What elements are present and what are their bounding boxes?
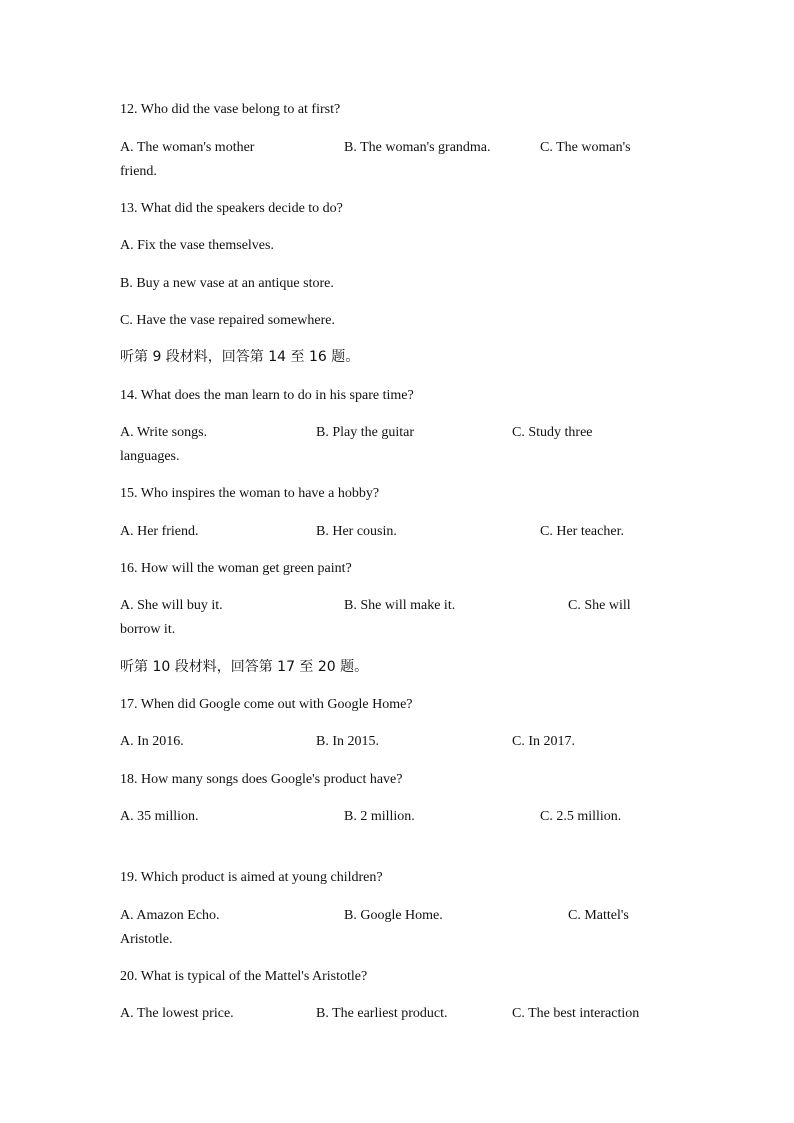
question-17: 17. When did Google come out with Google Home?: [120, 697, 413, 712]
q16-option-c-continued: borrow it.: [120, 622, 176, 637]
section-9-instruction: 听第 9 段材料，回答第 14 至 16 题。: [120, 349, 360, 365]
q18-option-c: C. 2.5 million.: [540, 809, 622, 824]
q14-option-a: A. Write songs.: [120, 425, 208, 440]
question-16: 16. How will the woman get green paint?: [120, 561, 352, 576]
q16-option-a: A. She will buy it.: [120, 598, 223, 613]
q18-option-a: A. 35 million.: [120, 809, 199, 824]
q13-option-c: C. Have the vase repaired somewhere.: [120, 313, 335, 328]
q15-option-b: B. Her cousin.: [316, 524, 397, 539]
q14-option-c: C. Study three: [512, 425, 593, 440]
q13-option-a: A. Fix the vase themselves.: [120, 238, 274, 253]
q17-option-c: C. In 2017.: [512, 734, 575, 749]
q14-option-b: B. Play the guitar: [316, 425, 414, 440]
question-14: 14. What does the man learn to do in his spare time?: [120, 388, 414, 403]
q12-option-c-continued: friend.: [120, 164, 157, 179]
question-15: 15. Who inspires the woman to have a hobby?: [120, 486, 380, 501]
q14-option-c-continued: languages.: [120, 449, 180, 464]
q19-option-a: A. Amazon Echo.: [120, 908, 220, 923]
question-20: 20. What is typical of the Mattel's Aristotle?: [120, 969, 368, 984]
question-19: 19. Which product is aimed at young children?: [120, 870, 383, 885]
question-12: 12. Who did the vase belong to at first?: [120, 102, 341, 117]
q13-option-b: B. Buy a new vase at an antique store.: [120, 276, 334, 291]
q15-option-c: C. Her teacher.: [540, 524, 624, 539]
q16-option-c: C. She will: [568, 598, 631, 613]
q12-option-a: A. The woman's mother: [120, 140, 255, 155]
q20-option-c: C. The best interaction: [512, 1006, 640, 1021]
q16-option-b: B. She will make it.: [344, 598, 456, 613]
q18-option-b: B. 2 million.: [344, 809, 415, 824]
q19-option-c: C. Mattel's: [568, 908, 629, 923]
q20-option-a: A. The lowest price.: [120, 1006, 234, 1021]
q17-option-a: A. In 2016.: [120, 734, 184, 749]
q20-option-b: B. The earliest product.: [316, 1006, 448, 1021]
question-13: 13. What did the speakers decide to do?: [120, 201, 343, 216]
section-10-instruction: 听第 10 段材料，回答第 17 至 20 题。: [120, 659, 369, 675]
q17-option-b: B. In 2015.: [316, 734, 379, 749]
q12-option-b: B. The woman's grandma.: [344, 140, 491, 155]
q19-option-c-continued: Aristotle.: [120, 932, 173, 947]
question-18: 18. How many songs does Google's product have?: [120, 772, 403, 787]
q15-option-a: A. Her friend.: [120, 524, 199, 539]
q19-option-b: B. Google Home.: [344, 908, 443, 923]
q12-option-c: C. The woman's: [540, 140, 631, 155]
